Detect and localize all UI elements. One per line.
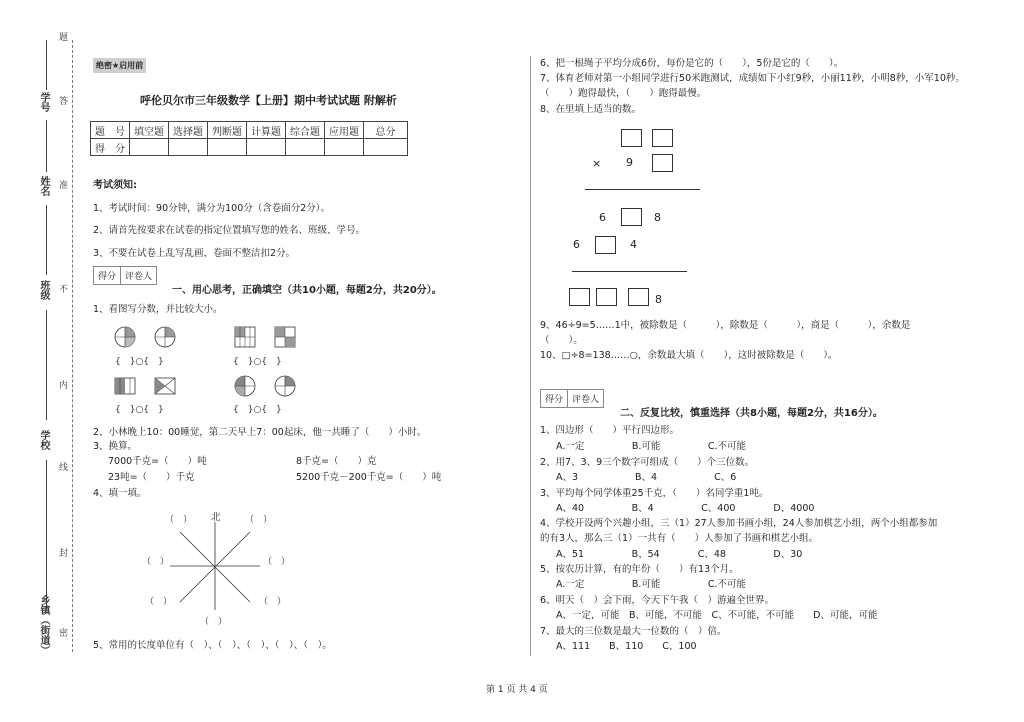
fraction-circle-figure bbox=[115, 327, 175, 347]
question-2-3-options: A、40 B、4 C、400 D、4000 bbox=[556, 503, 815, 514]
question-1-3c: 23吨=（ ）千克 bbox=[108, 472, 195, 483]
score-cell[interactable] bbox=[130, 139, 169, 156]
question-2-5: 5、按农历计算，有的年份（ ）有13个月。 bbox=[540, 564, 739, 575]
question-2-2-options: A、3 B、4 C、6 bbox=[556, 472, 737, 483]
sidebar-ti: 题 bbox=[57, 32, 67, 41]
question-2-3: 3、平均每个同学体重25千克，（ ）名同学重1吨。 bbox=[540, 488, 769, 499]
notice-item: 1、考试时间：90分钟，满分为100分（含卷面分2分）。 bbox=[93, 203, 331, 214]
digit-four: 4 bbox=[630, 238, 637, 251]
digit-nine: 9 bbox=[626, 156, 633, 169]
digit-six: 6 bbox=[573, 238, 580, 251]
grader-reviewer-label: 评卷人 bbox=[572, 395, 600, 405]
blank-box[interactable] bbox=[652, 129, 673, 147]
blank-box[interactable] bbox=[621, 129, 642, 147]
question-1-9a: 9、46÷9=5……1中，被除数是（ ），除数是（ ），商是（ ），余数是 bbox=[540, 320, 911, 331]
blank-box[interactable] bbox=[628, 288, 649, 306]
question-2-7-options: A、111 B、110 C、100 bbox=[556, 641, 697, 652]
sidebar-line bbox=[46, 460, 47, 610]
question-1-3b: 8千克=（ ）克 bbox=[296, 456, 377, 467]
question-2-4-options: A、51 B、54 C、48 D、30 bbox=[556, 549, 803, 560]
svg-text:{ }○{ }: { }○{ } bbox=[115, 405, 164, 415]
svg-text:（ ）: （ ） bbox=[200, 617, 228, 627]
blank-box[interactable] bbox=[596, 288, 617, 306]
question-2-4a: 4、学校开设两个兴趣小组，三（1）27人参加书画小组，24人参加棋艺小组，两个小组都参加 bbox=[540, 518, 938, 529]
svg-text:{ }○{ }: { }○{ } bbox=[233, 405, 282, 415]
question-1-2: 2、小林晚上10：00睡觉，第二天早上7：00起床，他一共睡了（ ）小时。 bbox=[93, 427, 427, 438]
question-1-7b: （ ）跑得最快，（ ）跑得最慢。 bbox=[540, 88, 707, 99]
digit-eight: 8 bbox=[655, 293, 662, 306]
score-table-header-row bbox=[91, 122, 408, 139]
svg-text:（ ）: （ ） bbox=[142, 557, 170, 567]
question-1-4: 4、填一填。 bbox=[93, 488, 147, 499]
fraction-figures bbox=[105, 322, 305, 417]
question-2-6: 6、明天（ ）会下雨，今天下午我（ ）游遍全世界。 bbox=[540, 595, 775, 606]
section1-title: 一、用心思考，正确填空（共10小题，每题2分，共20分）。 bbox=[172, 285, 442, 296]
score-cell[interactable] bbox=[169, 139, 208, 156]
question-2-5-options: A.一定 B.可能 C.不可能 bbox=[556, 579, 747, 590]
blank-box[interactable] bbox=[652, 154, 673, 172]
score-header: 综合题 bbox=[286, 122, 325, 139]
times-sign: × bbox=[592, 157, 602, 170]
secret-label: 绝密★启用前 bbox=[93, 58, 146, 73]
sidebar-line bbox=[46, 310, 47, 420]
grader-box bbox=[540, 389, 604, 408]
sidebar-nei: 内 bbox=[57, 380, 67, 389]
svg-text:{ }○{ }: { }○{ } bbox=[233, 357, 282, 367]
question-1-9b: （ ）。 bbox=[540, 335, 583, 346]
sum-line bbox=[572, 271, 687, 272]
fraction-rect-figure bbox=[115, 378, 175, 394]
score-header: 选择题 bbox=[169, 122, 208, 139]
question-2-4b: 的有3人，那么三（1）一共有（ ）人参加了书画和棋艺小组。 bbox=[540, 533, 819, 544]
sidebar-banji: 班级 bbox=[38, 280, 49, 300]
svg-text:（ ）: （ ） bbox=[263, 557, 291, 567]
page-title: 呼伦贝尔市三年级数学【上册】期中考试试题 附解析 bbox=[140, 94, 397, 107]
question-1-7a: 7、体育老师对第一小组同学进行50米跑测试，成绩如下小红9秒，小丽11秒，小明8秒，小军10秒。 bbox=[540, 73, 965, 84]
sidebar-xuexiao: 学校 bbox=[38, 430, 49, 450]
svg-text:（ ）: （ ） bbox=[165, 515, 193, 525]
svg-text:（ ）: （ ） bbox=[259, 597, 287, 607]
score-cell[interactable] bbox=[247, 139, 286, 156]
sidebar-mi: 密 bbox=[57, 628, 67, 637]
score-header: 总分 bbox=[364, 122, 408, 139]
score-cell[interactable] bbox=[208, 139, 247, 156]
direction-star-diagram bbox=[135, 510, 310, 630]
score-header: 填空题 bbox=[130, 122, 169, 139]
notice-item: 3、不要在试卷上乱写乱画，卷面不整洁扣2分。 bbox=[93, 248, 296, 259]
digit-eight: 8 bbox=[654, 211, 661, 224]
score-table bbox=[90, 121, 408, 156]
blank-box[interactable] bbox=[621, 208, 642, 226]
question-2-7: 7、最大的三位数是最大一位数的（ ）倍。 bbox=[540, 626, 727, 637]
sidebar-xingming: 姓名 bbox=[38, 176, 49, 196]
notice-title: 考试须知: bbox=[93, 180, 137, 191]
sidebar-line bbox=[46, 120, 47, 172]
sidebar-da: 答 bbox=[57, 96, 67, 105]
section2-title: 二、反复比较，慎重选择（共8小题，每题2分，共16分）。 bbox=[620, 408, 883, 419]
question-1-3d: 5200千克－200千克=（ ）吨 bbox=[296, 472, 442, 483]
digit-six: 6 bbox=[599, 211, 606, 224]
question-1-6: 6、把一根绳子平均分成6份，每份是它的（ ），5份是它的（ ）。 bbox=[540, 58, 844, 69]
question-1-1: 1、看图写分数，并比较大小。 bbox=[93, 304, 223, 315]
column-divider bbox=[530, 56, 531, 656]
score-header: 判断题 bbox=[208, 122, 247, 139]
sidebar-xuehao: 学号 bbox=[38, 92, 49, 112]
sidebar-line bbox=[46, 40, 47, 90]
fraction-circle-figure-2 bbox=[235, 376, 295, 396]
grader-score-label: 得分 bbox=[541, 390, 568, 407]
question-1-8: 8、在里填上适当的数。 bbox=[540, 104, 642, 115]
question-1-5: 5、常用的长度单位有（ ）、（ ）、（ ）、（ ）、（ ）。 bbox=[93, 640, 332, 651]
score-row-label: 得 分 bbox=[91, 139, 130, 156]
grader-reviewer-label: 评卷人 bbox=[125, 272, 153, 282]
direction-north-label: 北 bbox=[211, 512, 221, 523]
sum-line bbox=[585, 189, 700, 190]
question-2-1: 1、四边形（ ）平行四边形。 bbox=[540, 425, 680, 436]
question-1-3a: 7000千克=（ ）吨 bbox=[108, 456, 207, 467]
binding-dashed-line bbox=[72, 40, 73, 652]
svg-text:（ ）: （ ） bbox=[145, 597, 173, 607]
sidebar-xiangzhen: 乡镇（街道） bbox=[38, 595, 49, 655]
question-1-3: 3、换算。 bbox=[93, 441, 138, 452]
score-cell[interactable] bbox=[325, 139, 364, 156]
page-footer: 第 1 页 共 4 页 bbox=[486, 685, 548, 695]
question-1-10: 10、□÷8=138……○，余数最大填（ ），这时被除数是（ ）。 bbox=[540, 350, 838, 361]
grader-box bbox=[93, 266, 157, 285]
score-cell[interactable] bbox=[364, 139, 408, 156]
blank-box[interactable] bbox=[569, 288, 590, 306]
score-table-score-row bbox=[91, 139, 408, 156]
sidebar-line bbox=[46, 205, 47, 275]
notice-item: 2、请首先按要求在试卷的指定位置填写您的姓名、班级、学号。 bbox=[93, 225, 366, 236]
sidebar-zhun: 准 bbox=[57, 180, 67, 189]
sidebar-bu: 不 bbox=[57, 284, 67, 293]
question-2-6-options: A、一定，可能 B、可能，不可能 C、不可能，不可能 D、可能，可能 bbox=[556, 610, 878, 621]
score-header: 题 号 bbox=[91, 122, 130, 139]
score-header: 计算题 bbox=[247, 122, 286, 139]
fraction-grid-figure bbox=[235, 327, 295, 347]
question-2-2: 2、用7、3、9三个数字可组成（ ）个三位数。 bbox=[540, 457, 755, 468]
sidebar-feng: 封 bbox=[57, 548, 67, 557]
blank-box[interactable] bbox=[595, 236, 616, 254]
grader-score-label: 得分 bbox=[94, 267, 121, 284]
svg-text:{ }○{ }: { }○{ } bbox=[115, 357, 164, 367]
score-header: 应用题 bbox=[325, 122, 364, 139]
sidebar-xian: 线 bbox=[57, 462, 67, 471]
score-cell[interactable] bbox=[286, 139, 325, 156]
svg-text:（ ）: （ ） bbox=[245, 515, 273, 525]
question-2-1-options: A.一定 B.可能 C.不可能 bbox=[556, 441, 747, 452]
